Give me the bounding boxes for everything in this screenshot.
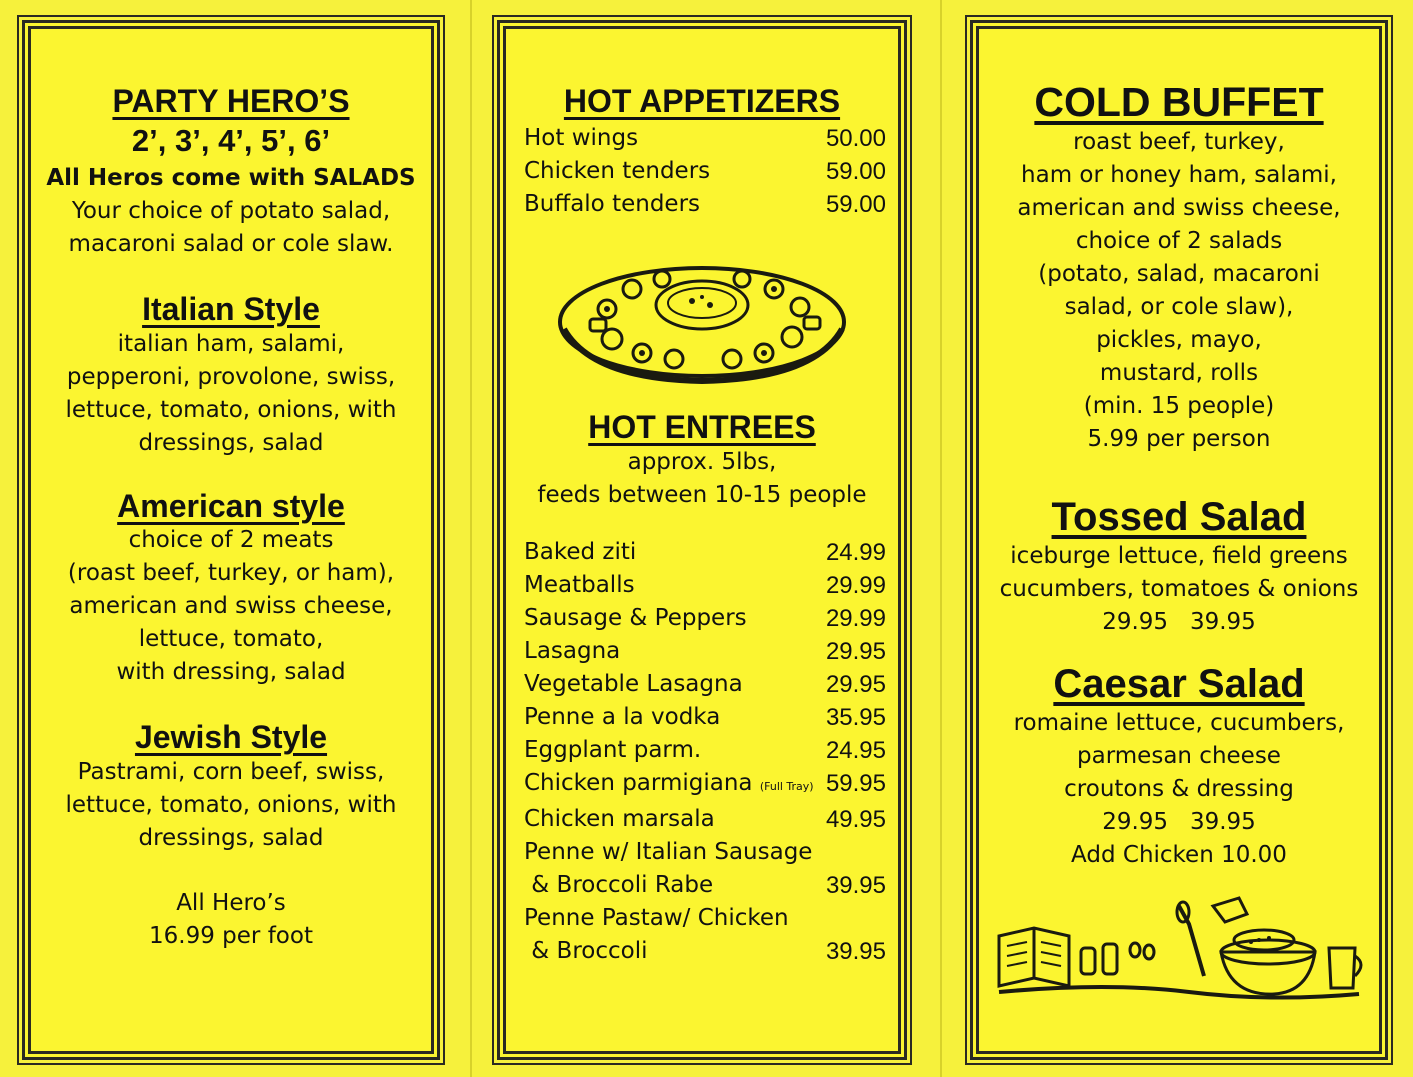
menu-item: Meatballs 29.99 <box>524 571 886 599</box>
menu-item: Chicken parmigiana (Full Tray) 59.95 <box>524 769 886 797</box>
appetizers-list <box>506 122 898 221</box>
entrees-list <box>506 536 898 968</box>
description-line: lettuce, tomato, onions, with <box>65 396 397 423</box>
description-line: (roast beef, turkey, or ham), <box>67 560 395 587</box>
description-line: choice of 2 meats <box>128 527 334 554</box>
description-line: pepperoni, provolone, swiss, <box>66 363 396 390</box>
menu-item-line: Penne w/ Italian Sausage <box>524 838 813 865</box>
salad-choice-line: Your choice of potato salad, <box>71 197 391 224</box>
menu-item: Vegetable Lasagna 29.95 <box>524 670 886 698</box>
kitchen-utensils-icon <box>989 896 1369 1006</box>
description-line: croutons & dressing <box>1064 776 1294 803</box>
entrees-subtitle: approx. 5lbs, <box>627 448 777 475</box>
price-line: 29.95 39.95 <box>1102 809 1256 836</box>
hot-appetizers-title: HOT APPETIZERS <box>563 83 841 119</box>
party-heros-header <box>31 83 431 261</box>
hero-price-note <box>31 887 431 953</box>
caesar-salad-section <box>979 661 1379 872</box>
price-line: 29.95 39.95 <box>1102 609 1256 636</box>
cold-buffet-title: COLD BUFFET <box>1034 79 1324 125</box>
description-line: (potato, salad, macaroni <box>1038 261 1320 288</box>
description-line: cucumbers, tomatoes & onions <box>999 576 1359 603</box>
entrees-subtitle: feeds between 10-15 people <box>537 481 867 508</box>
menu-item: Sausage & Peppers 29.99 <box>524 604 886 632</box>
buffet-salad-panel <box>970 20 1388 1060</box>
description-line: lettuce, tomato, <box>138 626 324 653</box>
description-line: roast beef, turkey, <box>1073 129 1285 156</box>
description-line: dressings, salad <box>138 825 324 852</box>
description-line: romaine lettuce, cucumbers, <box>1013 710 1345 737</box>
party-heros-panel <box>22 20 440 1060</box>
hero-price-line: All Hero’s <box>176 890 286 917</box>
menu-item: Eggplant parm. 24.95 <box>524 736 886 764</box>
cold-buffet-section <box>979 79 1379 456</box>
italian-style-title: Italian Style <box>142 290 320 327</box>
tossed-salad-section <box>979 494 1379 639</box>
menu-item: Chicken marsala 49.95 <box>524 805 886 833</box>
menu-item: Baked ziti 24.99 <box>524 538 886 566</box>
menu-item: Lasagna 29.95 <box>524 637 886 665</box>
description-line: iceburge lettuce, field greens <box>1010 543 1348 570</box>
menu-item: Chicken tenders 59.00 <box>524 157 886 185</box>
description-line: with dressing, salad <box>116 659 346 686</box>
hero-price-line: 16.99 per foot <box>149 923 313 950</box>
description-line: italian ham, salami, <box>117 330 345 357</box>
italian-style-section <box>31 291 431 460</box>
add-chicken-line: Add Chicken 10.00 <box>1071 842 1287 869</box>
description-line: (min. 15 people) <box>1083 393 1275 420</box>
price-line: 5.99 per person <box>1087 426 1271 453</box>
menu-item: Buffalo tenders 59.00 <box>524 190 886 218</box>
tossed-salad-title: Tossed Salad <box>1051 495 1307 540</box>
full-tray-note: (Full Tray) <box>759 779 814 793</box>
caesar-salad-title: Caesar Salad <box>1053 662 1305 707</box>
description-line: american and swiss cheese, <box>69 593 393 620</box>
description-line: salad, or cole slaw), <box>1064 294 1294 321</box>
party-heros-title: PARTY HERO’S <box>112 83 350 119</box>
menu-item: & Broccoli 39.95 <box>524 937 886 965</box>
american-style-section <box>31 488 431 690</box>
description-line: choice of 2 salads <box>1075 228 1283 255</box>
description-line: mustard, rolls <box>1099 360 1259 387</box>
description-line: ham or honey ham, salami, <box>1021 162 1337 189</box>
jewish-style-section <box>31 719 431 855</box>
party-platter-icon <box>552 257 852 387</box>
description-line: pickles, mayo, <box>1096 327 1262 354</box>
salad-choice-line: macaroni salad or cole slaw. <box>68 230 394 257</box>
description-line: american and swiss cheese, <box>1017 195 1341 222</box>
hero-sizes: 2’, 3’, 4’, 5’, 6’ <box>131 122 331 158</box>
description-line: Pastrami, corn beef, swiss, <box>77 759 385 786</box>
menu-item-line: Penne Pastaw/ Chicken <box>524 904 789 931</box>
menu-item: Penne a la vodka 35.95 <box>524 703 886 731</box>
description-line: parmesan cheese <box>1077 743 1281 770</box>
fold-line-right <box>940 0 942 1077</box>
menu-item: Hot wings 50.00 <box>524 124 886 152</box>
description-line: lettuce, tomato, onions, with <box>65 792 397 819</box>
jewish-style-title: Jewish Style <box>134 719 328 756</box>
menu-item: & Broccoli Rabe 39.95 <box>524 871 886 899</box>
description-line: dressings, salad <box>138 429 324 456</box>
salads-note: All Heros come with SALADS <box>46 164 416 191</box>
american-style-title: American style <box>117 487 345 524</box>
hot-entrees-title: HOT ENTREES <box>588 408 816 445</box>
hot-food-panel <box>497 20 907 1060</box>
fold-line-left <box>470 0 472 1077</box>
